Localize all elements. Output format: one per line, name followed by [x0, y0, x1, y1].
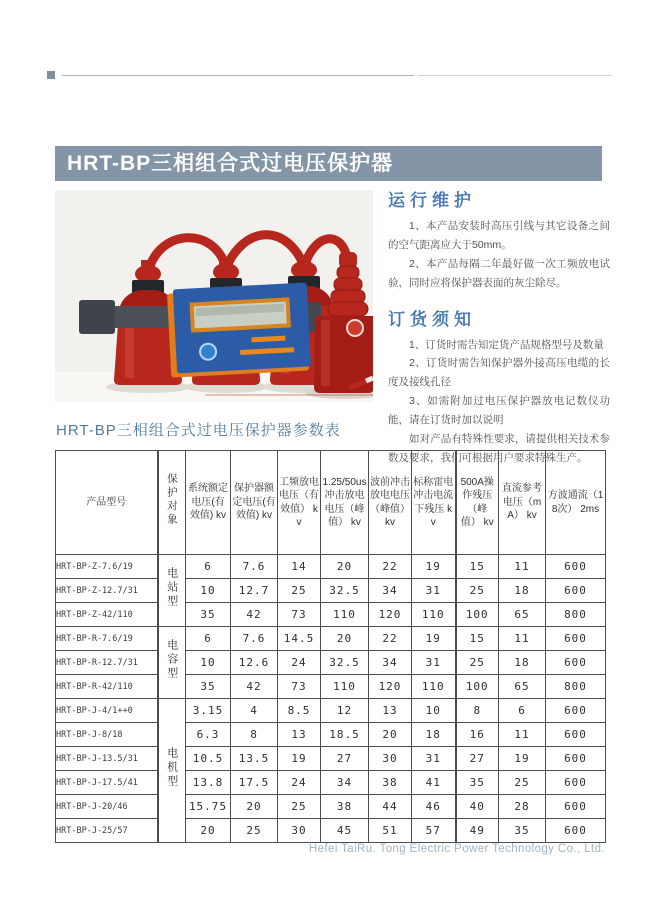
value-cell: 35 [499, 819, 546, 843]
rule-line-left [62, 75, 414, 76]
value-cell: 73 [278, 675, 321, 699]
value-cell: 27 [456, 747, 499, 771]
table-row [56, 819, 606, 843]
table-row [56, 555, 606, 579]
value-cell: 38 [321, 795, 369, 819]
value-cell: 27 [321, 747, 369, 771]
value-cell: 34 [369, 579, 412, 603]
col-header-5: 1.25/50us冲击放电电压（峰值） kv [321, 451, 369, 555]
value-cell: 51 [369, 819, 412, 843]
value-cell: 110 [412, 675, 456, 699]
value-cell: 12.6 [231, 651, 278, 675]
value-cell: 44 [369, 795, 412, 819]
col-header-9: 直流参考电压（mA） kv [499, 451, 546, 555]
value-cell: 600 [546, 771, 606, 795]
value-cell: 34 [369, 651, 412, 675]
model-cell: HRT-BP-R-42/110 [56, 675, 158, 699]
value-cell: 7.6 [231, 555, 278, 579]
value-cell: 10.5 [186, 747, 231, 771]
value-cell: 4 [231, 699, 278, 723]
value-cell: 15 [456, 555, 499, 579]
value-cell: 19 [412, 555, 456, 579]
value-cell: 20 [186, 819, 231, 843]
params-table [55, 450, 606, 843]
value-cell: 31 [412, 747, 456, 771]
value-cell: 30 [278, 819, 321, 843]
col-header-6: 波前冲击放电电压（峰值） kv [369, 451, 412, 555]
value-cell: 100 [456, 675, 499, 699]
maintenance-paragraph: 1、本产品安装时高压引线与其它设备之间的空气距离应大于50mm。 [388, 220, 610, 251]
value-cell: 6 [186, 555, 231, 579]
value-cell: 30 [369, 747, 412, 771]
value-cell: 15 [456, 627, 499, 651]
value-cell: 16 [456, 723, 499, 747]
model-cell: HRT-BP-J-4/1++0 [56, 699, 158, 723]
value-cell: 10 [412, 699, 456, 723]
value-cell: 18 [499, 651, 546, 675]
footer-company: Hefei TaiRu. Tong Electric Power Technology Co., Ltd. [308, 843, 605, 855]
value-cell: 19 [412, 627, 456, 651]
value-cell: 8 [456, 699, 499, 723]
value-cell: 600 [546, 795, 606, 819]
group-cell: 电容型 [158, 627, 186, 699]
col-header-1: 保护对象 [158, 451, 186, 555]
value-cell: 11 [499, 555, 546, 579]
value-cell: 6.3 [186, 723, 231, 747]
value-cell: 19 [499, 747, 546, 771]
table-row [56, 651, 606, 675]
col-header-3: 保护器额定电压(有效值) kv [231, 451, 278, 555]
value-cell: 18.5 [321, 723, 369, 747]
value-cell: 600 [546, 699, 606, 723]
value-cell: 120 [369, 603, 412, 627]
value-cell: 35 [186, 603, 231, 627]
ordering-paragraph: 3、如需附加过电压保护器放电记数仪功能，请在订货时加以说明 [388, 395, 610, 427]
col-header-10: 方波通流（18次） 2ms [546, 451, 606, 555]
value-cell: 8.5 [278, 699, 321, 723]
ordering-paragraph: 如对产品有特殊性要求，请提供相关技术参数及要求，我们可根据用户要求特殊生产。 [388, 433, 610, 464]
value-cell: 25 [456, 651, 499, 675]
table-row [56, 795, 606, 819]
value-cell: 600 [546, 747, 606, 771]
right-text-column [388, 186, 610, 468]
value-cell: 20 [321, 555, 369, 579]
value-cell: 12 [321, 699, 369, 723]
value-cell: 25 [278, 579, 321, 603]
model-cell: HRT-BP-J-20/46 [56, 795, 158, 819]
table-row [56, 627, 606, 651]
value-cell: 49 [456, 819, 499, 843]
value-cell: 40 [456, 795, 499, 819]
col-header-2: 系统额定电压(有效值) kv [186, 451, 231, 555]
value-cell: 13 [369, 699, 412, 723]
value-cell: 13.8 [186, 771, 231, 795]
table-row [56, 771, 606, 795]
value-cell: 20 [369, 723, 412, 747]
value-cell: 73 [278, 603, 321, 627]
ordering-paragraph: 2、订货时需告知保护器外接高压电缆的长度及接线孔径 [388, 357, 610, 389]
value-cell: 20 [321, 627, 369, 651]
value-cell: 41 [412, 771, 456, 795]
table-row [56, 675, 606, 699]
value-cell: 65 [499, 675, 546, 699]
value-cell: 10 [186, 579, 231, 603]
col-header-0: 产品型号 [56, 451, 158, 555]
table-row [56, 579, 606, 603]
value-cell: 45 [321, 819, 369, 843]
table-row [56, 747, 606, 771]
value-cell: 600 [546, 579, 606, 603]
discharge-counter-box [167, 282, 311, 377]
value-cell: 600 [546, 555, 606, 579]
value-cell: 22 [369, 555, 412, 579]
value-cell: 42 [231, 675, 278, 699]
model-cell: HRT-BP-J-17.5/41 [56, 771, 158, 795]
rule-square-icon [47, 71, 55, 79]
value-cell: 25 [278, 795, 321, 819]
table-title: HRT-BP三相组合式过电压保护器参数表 [56, 422, 341, 439]
value-cell: 800 [546, 603, 606, 627]
value-cell: 12.7 [231, 579, 278, 603]
value-cell: 13.5 [231, 747, 278, 771]
value-cell: 600 [546, 651, 606, 675]
value-cell: 14 [278, 555, 321, 579]
value-cell: 110 [321, 603, 369, 627]
value-cell: 110 [412, 603, 456, 627]
value-cell: 20 [231, 795, 278, 819]
value-cell: 10 [186, 651, 231, 675]
value-cell: 600 [546, 819, 606, 843]
top-rule [47, 70, 612, 80]
section-heading-maintenance: 运行维护 [388, 191, 476, 210]
group-cell: 电机型 [158, 699, 186, 843]
rule-line-right [418, 75, 612, 76]
value-cell: 35 [186, 675, 231, 699]
value-cell: 100 [456, 603, 499, 627]
value-cell: 65 [499, 603, 546, 627]
value-cell: 6 [499, 699, 546, 723]
value-cell: 14.5 [278, 627, 321, 651]
value-cell: 15.75 [186, 795, 231, 819]
value-cell: 11 [499, 723, 546, 747]
model-cell: HRT-BP-R-12.7/31 [56, 651, 158, 675]
value-cell: 600 [546, 627, 606, 651]
value-cell: 57 [412, 819, 456, 843]
value-cell: 18 [499, 579, 546, 603]
ordering-paragraph: 1、订货时需告知定货产品规格型号及数量 [409, 338, 604, 351]
value-cell: 32.5 [321, 579, 369, 603]
value-cell: 34 [321, 771, 369, 795]
value-cell: 28 [499, 795, 546, 819]
value-cell: 38 [369, 771, 412, 795]
value-cell: 6 [186, 627, 231, 651]
product-photo-svg [55, 190, 373, 402]
page-title: HRT-BP三相组合式过电压保护器 [67, 152, 394, 175]
value-cell: 46 [412, 795, 456, 819]
value-cell: 42 [231, 603, 278, 627]
value-cell: 11 [499, 627, 546, 651]
col-header-8: 500A操作残压（峰值） kv [456, 451, 499, 555]
value-cell: 19 [278, 747, 321, 771]
col-header-7: 标称雷电冲击电流下残压 kv [412, 451, 456, 555]
value-cell: 24 [278, 651, 321, 675]
model-cell: HRT-BP-J-13.5/31 [56, 747, 158, 771]
value-cell: 800 [546, 675, 606, 699]
value-cell: 7.6 [231, 627, 278, 651]
model-cell: HRT-BP-J-25/57 [56, 819, 158, 843]
value-cell: 3.15 [186, 699, 231, 723]
table-row [56, 699, 606, 723]
value-cell: 110 [321, 675, 369, 699]
lead-cable-tip [366, 378, 373, 381]
model-cell: HRT-BP-Z-12.7/31 [56, 579, 158, 603]
model-cell: HRT-BP-J-8/18 [56, 723, 158, 747]
value-cell: 31 [412, 651, 456, 675]
model-cell: HRT-BP-R-7.6/19 [56, 627, 158, 651]
value-cell: 22 [369, 627, 412, 651]
value-cell: 24 [278, 771, 321, 795]
value-cell: 25 [456, 579, 499, 603]
value-cell: 600 [546, 723, 606, 747]
model-cell: HRT-BP-Z-7.6/19 [56, 555, 158, 579]
value-cell: 25 [499, 771, 546, 795]
section-heading-ordering: 订货须知 [388, 309, 476, 329]
value-cell: 8 [231, 723, 278, 747]
value-cell: 13 [278, 723, 321, 747]
value-cell: 25 [231, 819, 278, 843]
model-cell: HRT-BP-Z-42/110 [56, 603, 158, 627]
value-cell: 18 [412, 723, 456, 747]
value-cell: 32.5 [321, 651, 369, 675]
value-cell: 35 [456, 771, 499, 795]
value-cell: 17.5 [231, 771, 278, 795]
params-table-head-row [56, 451, 606, 555]
maintenance-paragraph: 2、本产品每隔二年最好做一次工频放电试验，同时应将保护器表面的灰尘除尽。 [388, 257, 610, 289]
col-header-4: 工频放电电压（有效值） kv [278, 451, 321, 555]
table-row [56, 603, 606, 627]
value-cell: 120 [369, 675, 412, 699]
product-photo [55, 190, 373, 402]
table-row [56, 723, 606, 747]
group-cell: 电站型 [158, 555, 186, 627]
params-table-body [56, 555, 606, 843]
page-title-banner [55, 146, 602, 181]
value-cell: 31 [412, 579, 456, 603]
